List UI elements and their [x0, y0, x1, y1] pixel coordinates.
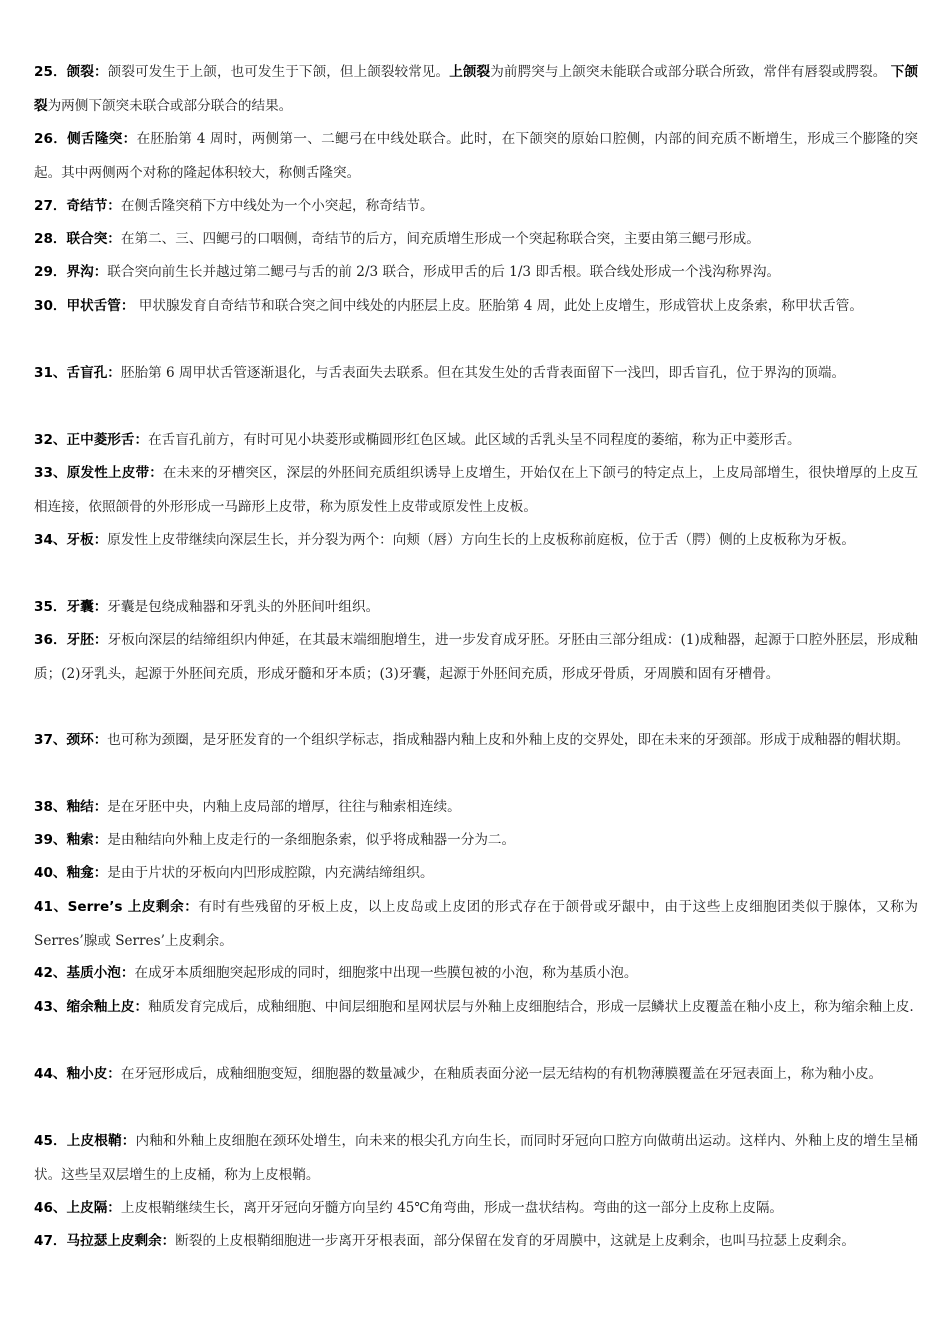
entry-43	[34, 991, 918, 1025]
entry-term: 原发性上皮带	[66, 465, 150, 481]
entry-number: 46、	[34, 1200, 67, 1216]
entry-term: 釉龛	[66, 865, 94, 881]
entry-bold-term: 上颌裂	[449, 64, 491, 80]
entry-separator: ：	[93, 799, 108, 815]
entry-number: 47．	[34, 1233, 67, 1249]
entry-41	[34, 891, 918, 958]
entry-47	[34, 1225, 918, 1259]
entry-term: 上皮隔	[66, 1200, 108, 1216]
entry-text: 上皮根鞘继续生长，离开牙冠向牙髓方向呈约 45℃角弯曲，形成一盘状结构。弯曲的这一部分上皮称上皮隔。	[120, 1200, 784, 1216]
entry-term: 釉索	[66, 832, 94, 848]
entry-term: 基质小泡	[66, 965, 121, 981]
entry-separator: ：	[93, 599, 108, 615]
entry-42	[34, 957, 918, 991]
entry-separator: ：	[93, 632, 108, 648]
entry-34	[34, 524, 918, 558]
entry-29	[34, 256, 918, 290]
entry-text: 在舌盲孔前方，有时可见小块菱形或椭圆形红色区域。此区域的舌乳头呈不同程度的萎缩，称为正中菱形舌。	[148, 432, 801, 448]
entry-separator: ：	[134, 999, 149, 1015]
entry-text: 有时有些残留的牙板上皮，以上皮岛或上皮团的形式存在于颌骨或牙龈中，由于这些上皮细胞团类似于腺体，又称为 Serres’腺或 Serres’上皮剩余。	[34, 899, 918, 949]
entry-text: 牙囊是包绕成釉器和牙乳头的外胚间叶组织。	[107, 599, 380, 615]
entry-number: 38、	[34, 799, 67, 815]
entry-number: 45．	[34, 1133, 67, 1149]
entry-number: 32、	[34, 432, 67, 448]
entry-number: 30．	[34, 298, 67, 314]
entry-number: 31、	[34, 365, 67, 381]
entry-text: 在胚胎第 4 周时，两侧第一、二鳃弓在中线处联合。此时，在下颌突的原始口腔侧，内部的间充质不断增生，形成三个膨隆的突起。其中两侧两个对称的隆起体积较大，称侧舌隆突。	[34, 131, 919, 181]
entry-text: 是由釉结向外釉上皮走行的一条细胞条索，似乎将成釉器一分为二。	[107, 832, 516, 848]
entry-32	[34, 424, 918, 458]
entry-text: 为前腭突与上颌突未能联合或部分联合所致，常伴有唇裂或腭裂。	[490, 64, 891, 80]
entry-term: 界沟	[66, 264, 94, 280]
entry-separator: ：	[93, 264, 108, 280]
entry-text: 为两侧下颌突未联合或部分联合的结果。	[47, 97, 293, 114]
entry-bold-term: 下颌裂	[34, 64, 919, 114]
entry-text: 釉质发育完成后，成釉细胞、中间层细胞和星网状层与外釉上皮细胞结合，形成一层鳞状上皮覆盖在釉小皮上，称为缩余釉上皮.	[148, 999, 914, 1015]
entry-text: 在牙冠形成后，成釉细胞变短，细胞器的数量减少，在釉质表面分泌一层无结构的有机物薄膜覆盖在牙冠表面上，称为釉小皮。	[120, 1066, 883, 1082]
entry-30	[34, 290, 918, 324]
entry-number: 43、	[34, 999, 67, 1015]
entry-term: 甲状舌管	[66, 298, 121, 314]
entry-separator: ：	[120, 965, 135, 981]
entry-separator: ：	[107, 1200, 121, 1216]
entry-separator: ：	[120, 298, 135, 314]
entry-term: 奇结节	[66, 198, 108, 214]
entry-term: 牙板	[66, 532, 94, 548]
entry-separator: ：	[93, 832, 108, 848]
entry-35	[34, 591, 918, 625]
entry-44	[34, 1058, 918, 1092]
entry-separator: ：	[93, 732, 108, 748]
entry-number: 37、	[34, 732, 67, 748]
entry-separator: ：	[93, 64, 108, 80]
entry-number: 27．	[34, 198, 67, 214]
entry-term: 釉结	[66, 799, 94, 815]
entry-number: 41、	[34, 899, 68, 915]
entry-28	[34, 223, 918, 257]
entry-number: 33、	[34, 465, 67, 481]
entry-45	[34, 1125, 918, 1192]
entry-separator: ：	[161, 1233, 176, 1249]
entry-text: 也可称为颈圈，是牙胚发育的一个组织学标志，指成釉器内釉上皮和外釉上皮的交界处，即在未来的牙颈部。形成于成釉器的帽状期。	[107, 732, 910, 748]
entry-number: 28．	[34, 231, 67, 247]
entry-separator: ：	[121, 1133, 136, 1149]
entry-term: 马拉瑟上皮剩余	[66, 1233, 162, 1249]
entry-number: 36．	[34, 632, 67, 648]
entry-25	[34, 56, 918, 123]
entry-number: 25．	[34, 64, 67, 80]
entry-number: 39、	[34, 832, 67, 848]
entry-text: 胚胎第 6 周甲状舌管逐渐退化，与舌表面失去联系。但在其发生处的舌背表面留下一浅凹，即舌盲孔，位于界沟的顶端。	[120, 365, 846, 381]
entry-term: 颌裂	[66, 64, 94, 80]
entry-number: 34、	[34, 532, 67, 548]
entry-term: 缩余釉上皮	[66, 999, 135, 1015]
entry-38	[34, 791, 918, 825]
entry-26	[34, 123, 918, 190]
entry-number: 35．	[34, 599, 67, 615]
entry-number: 40、	[34, 865, 67, 881]
entry-separator: ：	[93, 532, 108, 548]
entry-text: 是在牙胚中央，内釉上皮局部的增厚，往往与釉索相连续。	[107, 799, 461, 815]
entry-37	[34, 724, 918, 758]
entry-text: 在未来的牙槽突区，深层的外胚间充质组织诱导上皮增生，开始仅在上下颌弓的特定点上，上皮局部增生，很快增厚的上皮互相连接，依照颌骨的外形形成一马蹄形上皮带，称为原发性上皮带或原发性上皮板。	[34, 465, 919, 515]
entry-separator: ：	[107, 231, 121, 247]
entry-text: 颌裂可发生于上颌，也可发生于下颌，但上颌裂较常见。	[107, 64, 450, 80]
entry-term: 颈环	[66, 732, 94, 748]
entry-term: 牙囊	[66, 599, 94, 615]
entry-text: 在侧舌隆突稍下方中线处为一个小突起，称奇结节。	[120, 198, 434, 214]
entry-separator: ：	[107, 1066, 121, 1082]
entry-text: 联合突向前生长并越过第二鳃弓与舌的前 2/3 联合，形成甲舌的后 1/3 即舌根。联合线处形成一个浅沟称界沟。	[107, 264, 781, 280]
entry-text: 断裂的上皮根鞘细胞进一步离开牙根表面，部分保留在发育的牙周膜中，这就是上皮剩余，也叫马拉瑟上皮剩余。	[175, 1233, 855, 1249]
entry-31	[34, 357, 918, 391]
entry-text: 在第二、三、四鳃弓的口咽侧，奇结节的后方，间充质增生形成一个突起称联合突，主要由第三鳃弓形成。	[120, 231, 760, 247]
entry-separator: ：	[93, 865, 108, 881]
entry-separator: ：	[184, 899, 199, 915]
entry-39	[34, 824, 918, 858]
entry-33	[34, 457, 918, 524]
entry-term: 牙胚	[66, 632, 94, 648]
entry-term: 釉小皮	[66, 1066, 108, 1082]
entry-27	[34, 190, 918, 224]
entry-separator: ：	[107, 365, 121, 381]
entry-36	[34, 624, 918, 691]
entry-40	[34, 857, 918, 891]
entry-term: 正中菱形舌	[66, 432, 135, 448]
entry-number: 29．	[34, 264, 67, 280]
entry-number: 26．	[34, 131, 68, 147]
entry-text: 在成牙本质细胞突起形成的同时，细胞浆中出现一些膜包被的小泡，称为基质小泡。	[134, 965, 638, 981]
entry-separator: ：	[149, 465, 163, 481]
entry-separator: ：	[107, 198, 121, 214]
entry-text: 内釉和外釉上皮细胞在颈环处增生，向未来的根尖孔方向生长，而同时牙冠向口腔方向做萌出运动。这样内、外釉上皮的增生呈桶状。这些呈双层增生的上皮桶，称为上皮根鞘。	[34, 1133, 919, 1183]
entry-text: 是由于片状的牙板向内凹形成腔隙，内充满结缔组织。	[107, 865, 434, 881]
entry-term: 联合突	[66, 231, 108, 247]
entry-term: 舌盲孔	[66, 365, 108, 381]
entry-number: 42、	[34, 965, 67, 981]
entry-term: Serre’s 上皮剩余	[67, 899, 185, 915]
entry-separator: ：	[134, 432, 149, 448]
entry-number: 44、	[34, 1066, 67, 1082]
entry-term: 上皮根鞘	[66, 1133, 122, 1149]
entry-text: 原发性上皮带继续向深层生长，并分裂为两个：向颊（唇）方向生长的上皮板称前庭板，位于舌（腭）侧的上皮板称为牙板。	[107, 532, 855, 548]
entry-text: 甲状腺发育自奇结节和联合突之间中线处的内胚层上皮。胚胎第 4 周，此处上皮增生，形成管状上皮条索，称甲状舌管。	[134, 298, 863, 314]
entry-separator: ：	[122, 131, 137, 147]
entry-text: 牙板向深层的结缔组织内伸延，在其最末端细胞增生，进一步发育成牙胚。牙胚由三部分组成：(1)成釉器，起源于口腔外胚层，形成釉质；(2)牙乳头，起源于外胚间充质，形成牙髓和牙本质；(3)牙囊，起源于外胚间充质，形成牙骨质，牙周膜和固有牙槽骨。	[34, 632, 919, 682]
entry-46	[34, 1192, 918, 1226]
entry-term: 侧舌隆突	[67, 131, 123, 147]
